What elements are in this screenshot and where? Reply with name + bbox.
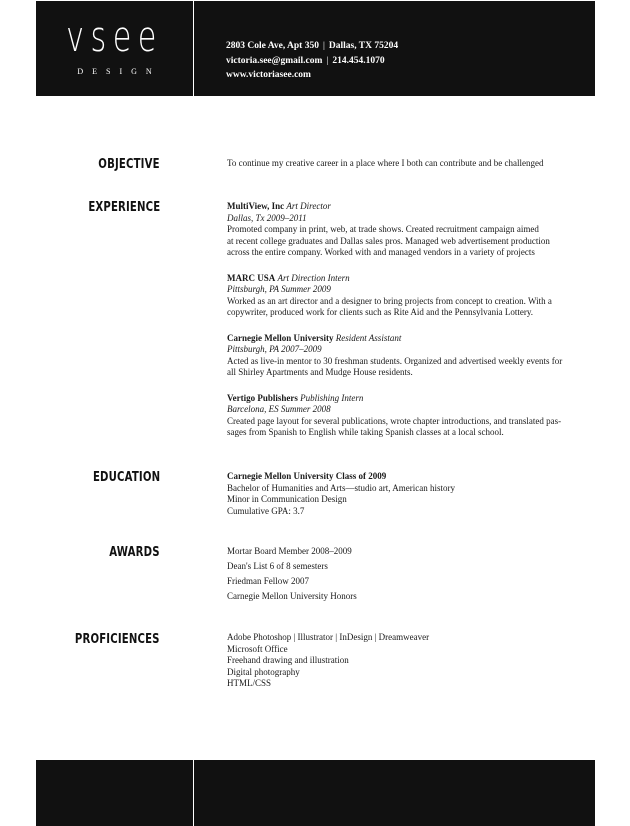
separator: | — [326, 55, 329, 66]
proficiency-item: Freehand drawing and illustration — [227, 655, 349, 665]
education-block — [227, 471, 572, 531]
entry-org: MultiView, Inc — [227, 201, 285, 211]
entry-org: Carnegie Mellon University — [227, 332, 334, 343]
resume-header — [36, 1, 595, 96]
separator: | — [322, 41, 325, 51]
education-line: Bachelor of Humanities and Arts—studio art, American history — [227, 482, 455, 493]
proficiences-list — [227, 632, 572, 690]
award-item: Friedman Fellow 2007 — [227, 576, 309, 586]
contact-line-address — [226, 39, 398, 54]
proficiency-item: HTML/CSS — [227, 678, 272, 688]
entry-meta: Dallas, Tx 2009–2011 — [227, 212, 307, 223]
entry-line: copywriter, produced work for clients such as Rite Aid and the Pennsylvania Lottery. — [227, 307, 533, 317]
entry-meta: Barcelona, ES Summer 2008 — [227, 404, 331, 414]
proficiency-item: Adobe Photoshop | Illustrator | InDesign | Dreamweaver — [227, 632, 430, 642]
education-entry — [227, 471, 572, 517]
entry-meta: Pittsburgh, PA Summer 2009 — [227, 284, 331, 294]
resume-footer — [36, 760, 595, 826]
experience-entry — [227, 393, 572, 439]
entry-role: Art Direction Intern — [277, 272, 350, 283]
entry-line: all Shirley Apartments and Mudge House residents. — [227, 367, 413, 377]
city: Dallas, TX 75204 — [328, 41, 399, 51]
email-link[interactable]: victoria.see@gmail.com — [226, 55, 323, 66]
education-line: Cumulative GPA: 3.7 — [227, 505, 305, 516]
proficiency-item: Digital photography — [227, 666, 300, 677]
entry-line: Promoted company in print, web, at trade shows. Created recruitment campaign aimed — [227, 224, 539, 234]
experience-entry — [227, 333, 572, 379]
award-item: Carnegie Mellon University Honors — [227, 591, 357, 601]
awards-list — [227, 546, 572, 606]
phone: 214.454.1070 — [332, 55, 385, 66]
vsee-logo: vsee — [66, 12, 163, 61]
address: 2803 Cole Ave, Apt 350 — [226, 41, 319, 51]
entry-line: across the entire company. Worked with and managed vendors in a variety of projects — [227, 247, 535, 257]
entry-line: Worked as an art director and a designer to bring projects from concept to creation. With a — [227, 295, 552, 306]
footer-divider — [193, 760, 194, 826]
entry-meta: Pittsburgh, PA 2007–2009 — [227, 344, 322, 354]
experience-list — [227, 201, 572, 453]
entry-org: Vertigo Publishers — [227, 392, 298, 403]
contact-line-email — [226, 54, 398, 69]
education-heading: Carnegie Mellon University Class of 2009 — [227, 471, 387, 481]
award-item: Dean's List 6 of 8 semesters — [227, 561, 328, 571]
entry-role: Art Director — [286, 201, 331, 211]
entry-role: Publishing Intern — [300, 392, 364, 403]
section-title-proficiences: PROFICIENCES — [75, 632, 160, 647]
contact-block — [226, 39, 398, 83]
entry-org: MARC USA — [227, 272, 276, 283]
entry-role: Resident Assistant — [335, 332, 402, 343]
experience-entry — [227, 201, 572, 259]
logo-subtitle: DESIGN — [77, 67, 161, 76]
entry-line: Acted as live-in mentor to 30 freshman students. Organized and advertised weekly events for — [227, 355, 563, 366]
website-link[interactable]: www.victoriasee.com — [226, 70, 311, 80]
section-title-experience: EXPERIENCE — [87, 200, 160, 215]
education-line: Minor in Communication Design — [227, 494, 347, 504]
proficiency-item: Microsoft Office — [227, 643, 288, 654]
section-title-education: EDUCATION — [92, 470, 160, 485]
entry-line: sages from Spanish to English while taking Spanish classes at a local school. — [227, 427, 504, 437]
objective-text: To continue my creative career in a place where I both can contribute and be challenged — [227, 158, 544, 168]
header-divider — [193, 1, 194, 96]
entry-line: at recent college graduates and Dallas sales pros. Managed web advertisement production — [227, 235, 550, 246]
experience-entry — [227, 273, 572, 319]
award-item: Mortar Board Member 2008–2009 — [227, 546, 352, 556]
section-title-objective: OBJECTIVE — [98, 157, 160, 172]
entry-line: Created page layout for several publications, wrote chapter introductions, and translated pas- — [227, 415, 562, 426]
section-title-awards: AWARDS — [109, 545, 160, 560]
